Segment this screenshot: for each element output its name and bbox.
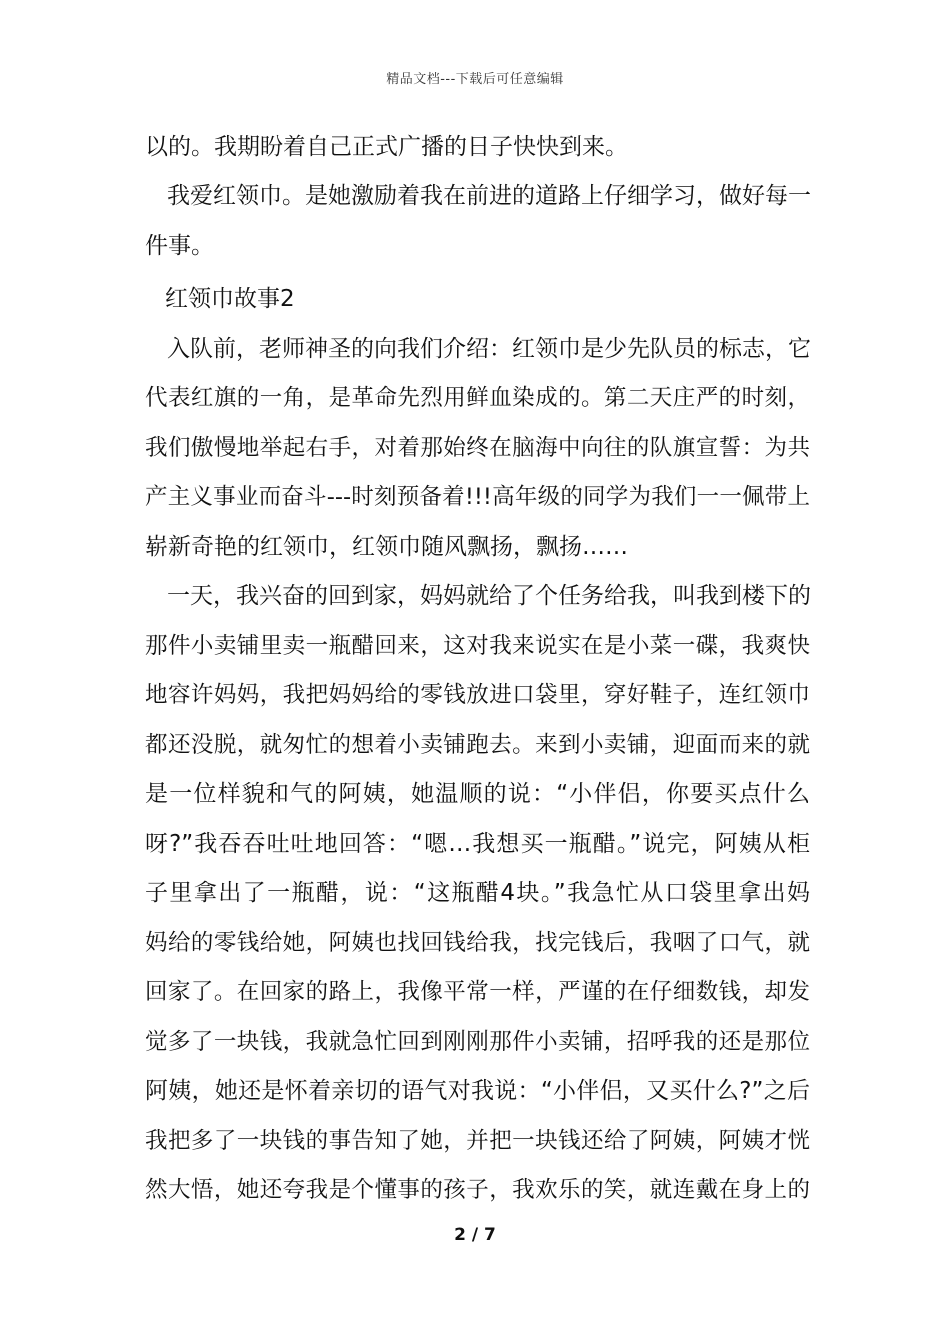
text-line: 崭新奇艳的红领巾，红领巾随风飘扬，飘扬…… — [145, 534, 628, 560]
text-line: 入队前，老师神圣的向我们介绍：红领巾是少先队员的标志，它 — [167, 336, 811, 362]
text-line: 阿姨，她还是怀着亲切的语气对我说：“小伴侣，又买什么?”之后 — [145, 1078, 810, 1104]
text-line: 都还没脱，就匆忙的想着小卖铺跑去。来到小卖铺，迎面而来的就 — [145, 732, 810, 758]
section-heading: 红领巾故事2 — [165, 286, 295, 312]
text-line: 代表红旗的一角，是革命先烈用鲜血染成的。第二天庄严的时刻， — [145, 385, 810, 411]
page-header: 精品文档---下载后可任意编辑 — [386, 72, 564, 87]
text-line: 觉多了一块钱，我就急忙回到刚刚那件小卖铺，招呼我的还是那位 — [145, 1029, 810, 1055]
text-line: 我爱红领巾。是她激励着我在前进的道路上仔细学习，做好每一 — [167, 183, 811, 209]
text-line: 我把多了一块钱的事告知了她，并把一块钱还给了阿姨，阿姨才恍 — [145, 1128, 810, 1154]
text-line: 妈给的零钱给她，阿姨也找回钱给我，找完钱后，我咽了口气，就 — [145, 930, 810, 956]
text-line: 产主义事业而奋斗---时刻预备着!!!高年级的同学为我们一一佩带上 — [145, 484, 810, 510]
text-line: 地容许妈妈，我把妈妈给的零钱放进口袋里，穿好鞋子，连红领巾 — [145, 682, 810, 708]
text-line: 回家了。在回家的路上，我像平常一样，严谨的在仔细数钱，却发 — [145, 979, 810, 1005]
text-line: 是一位样貌和气的阿姨，她温顺的说：“小伴侣，你要买点什么 — [145, 781, 810, 807]
text-line: 那件小卖铺里卖一瓶醋回来，这对我来说实在是小菜一碟，我爽快 — [145, 633, 810, 659]
page-number: 2 / 7 — [454, 1225, 496, 1245]
text-line: 件事。 — [145, 233, 214, 259]
text-line: 我们傲慢地举起右手，对着那始终在脑海中向往的队旗宣誓：为共 — [145, 435, 810, 461]
text-line: 以的。我期盼着自己正式广播的日子快快到来。 — [145, 134, 628, 160]
text-line: 子里拿出了一瓶醋，说：“这瓶醋4块。”我急忙从口袋里拿出妈 — [145, 880, 810, 906]
text-line: 一天，我兴奋的回到家，妈妈就给了个任务给我，叫我到楼下的 — [167, 583, 811, 609]
text-line: 然大悟，她还夸我是个懂事的孩子，我欢乐的笑，就连戴在身上的 — [145, 1177, 810, 1203]
text-line: 呀?”我吞吞吐吐地回答：“嗯…我想买一瓶醋。”说完，阿姨从柜 — [145, 831, 810, 857]
